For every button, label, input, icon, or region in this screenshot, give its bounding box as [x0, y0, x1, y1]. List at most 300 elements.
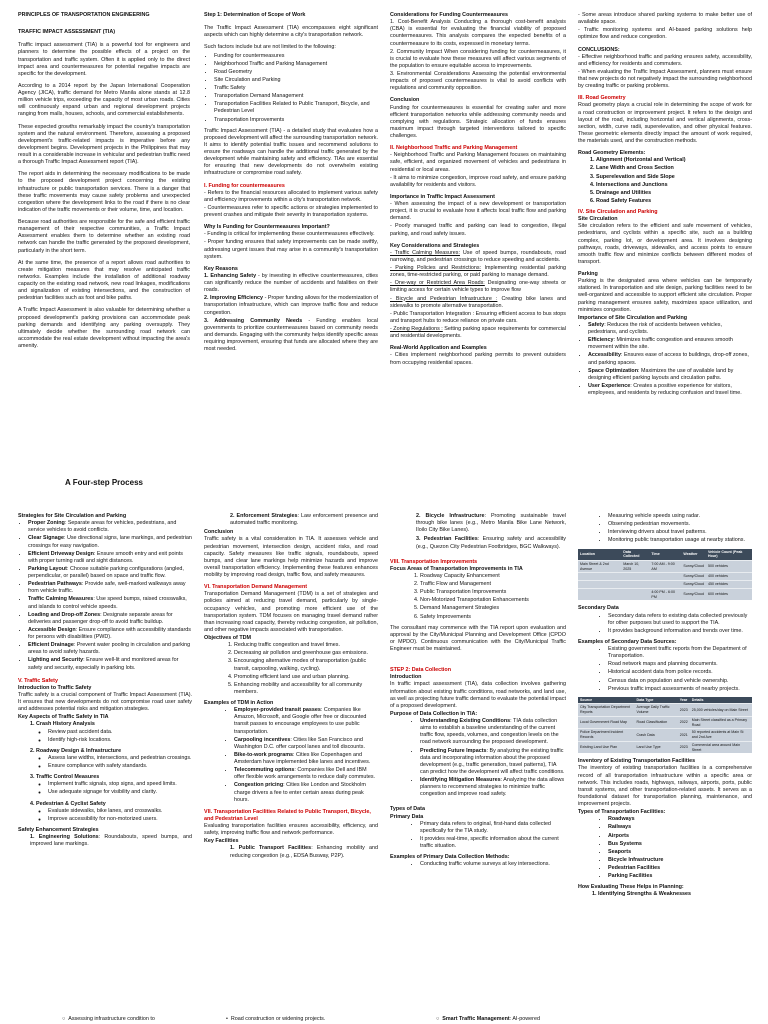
four-step-heading: A Four-step Process [65, 478, 143, 487]
key-term: 1. Enhancing Safety [204, 272, 257, 279]
subheading: Inventory of Existing Transportation Facilities [578, 758, 696, 765]
paragraph: At the same time, the presence of a report allows road authorities to create mitigation measures that may resolve anticipated traffic networks. Examples include the installation of additional roadway capacity on the existing road network, new road linkages, modifications and signalization of existing intersections, and the construction of pedestrian facilities such as foot and bike paths. [18, 259, 190, 302]
paragraph: The inventory of existing transportation facilities is a comprehensive record of all transportation infrastructure within a specific area or network. This includes roads, highways, railways, airports, ports, public transit systems, and other transportation-related assets. It serves as a foundational dataset for transportation planning, maintenance, and improvement projects. [578, 765, 752, 808]
section-heading-traffic-safety: V. Traffic Safety [18, 677, 58, 684]
term: Identifying Mitigation Measures [420, 777, 501, 783]
list-item: • Bus Systems [608, 841, 752, 848]
table-cell: Commercial area around Main Street [690, 741, 752, 753]
step2-heading: STEP 2: Data Collection [390, 667, 452, 674]
table-cell: 500 vehicles [706, 560, 752, 572]
document-title: PRINCIPLES OF TRANSPORTATION ENGINEERING [18, 12, 150, 18]
paragraph: 2. Community Impact When considering funding for countermeasures, it is crucial to evaluate how these measures will affect various segments of the population to ensure equitable access to improvements. [390, 48, 566, 69]
term: 2. Bicycle Infrastructure [416, 513, 485, 519]
table-cell: 600 vehicles [706, 588, 752, 600]
subheading: Introduction [390, 674, 422, 681]
column-header: Weather [681, 549, 706, 561]
list-item: • Road network maps and planning documents. [608, 661, 752, 668]
term: Pedestrian & Cyclist Safety [36, 800, 106, 807]
list-item [28, 596, 192, 610]
table-cell [578, 588, 621, 600]
desc: : Law enforcement presence and automated traffic monitoring. [230, 513, 378, 527]
table-cell [621, 581, 649, 589]
key-term: - One-way or Restricted Area Roads: [390, 280, 485, 287]
paragraph: - Effective neighborhood traffic and parking ensures safety, accessibility, and efficiency for residents and commuters. [578, 53, 752, 67]
subheading: Focus Areas of Transportation Improvements in TIA [390, 565, 523, 572]
sub-item: ◦ Review past accident data. [48, 729, 192, 736]
list-item: • Census data on population and vehicle ownership. [608, 678, 752, 685]
table-cell [621, 573, 649, 581]
term: Bike-to-work programs [234, 751, 294, 758]
list-item: 4. Intersections and Junctions [596, 182, 752, 189]
desc: : Provide safe, well-marked walkways away from vehicle traffic. [28, 581, 186, 595]
list-item [588, 368, 752, 382]
primary-data-table [578, 549, 752, 601]
table-cell: Sunny/Cloud [681, 573, 706, 581]
list-item: • Secondary data refers to existing data collected previously for other purposes but used to support the TIA. [608, 613, 752, 627]
paragraph: - Refers to the financial resources allocated to implement various safety and efficiency improvements within a city's transportation network. [204, 189, 378, 203]
list-item: 1. Reducing traffic congestion and travel times. [234, 642, 378, 649]
desc: : Use directional signs, lane markings, and pedestrian crossings for easy navigation. [28, 535, 192, 549]
subheading: Conclusion [204, 529, 234, 536]
circle-bullet-icon: ○ [62, 1016, 69, 1022]
term: User Experience [588, 382, 631, 389]
list-item [420, 718, 566, 747]
table-header-row [578, 697, 752, 704]
subheading: Why Is Funding for Countermeasures Important? [204, 224, 330, 231]
paragraph: Road geometry plays a crucial role in determining the scope of work for a road construction or improvement project. It refers to the design and layout of the road, including horizontal and vertical alignments, cross-section, width, curve radii, superelevation, and other physical features. These geometric elements directly impact the amount of work required, the materials used, and the construction methods. [578, 102, 752, 144]
desc: : Use speed bumps, raised crosswalks, and islands to control vehicle speeds. [28, 596, 187, 610]
list-item: 2. Traffic Flow and Management [420, 581, 566, 588]
table-cell: March 10, 2025 [621, 560, 649, 572]
sub-item: ◦ Ensure compliance with safety standards. [48, 763, 192, 770]
term: Efficient Driveway Design [28, 550, 94, 557]
list-item: 2. Decreasing air pollution and greenhouse gas emissions. [234, 650, 378, 657]
list-item: • Previous traffic impact assessments of nearby projects. [608, 686, 752, 693]
paragraph: - Poorly managed traffic and parking can lead to congestion, illegal parking, and road safety issues. [390, 223, 566, 237]
list-item [234, 707, 378, 736]
subheading: Key Considerations and Strategies [390, 242, 480, 249]
desc: : Roundabouts, speed bumps, and improved lane markings. [30, 834, 192, 848]
list-item [588, 383, 752, 397]
list-item: • Parking Facilities [608, 873, 752, 880]
list-item [28, 642, 192, 656]
step1-heading: Step 1: Determination of Scope of Work [204, 12, 306, 18]
secondary-sources-list [578, 646, 752, 693]
term: Accessibility [588, 352, 621, 359]
key-text: Creating bike lanes and sidewalks to promote alternative transportation. [390, 295, 566, 309]
paragraph [390, 280, 566, 294]
paragraph [390, 513, 566, 534]
table-cell: 2023 [678, 741, 690, 753]
paragraph: - When evaluating the Traffic Impact Assessment, planners must ensure that new projects do not negatively impact the surrounding neighborhood by creating traffic or parking problems. [578, 68, 752, 90]
section-heading-tdm: VI. Transportation Demand Management [204, 584, 308, 591]
list-item: 2. Lane Width and Cross Section [596, 165, 752, 172]
subheading: Types of Data [390, 806, 425, 813]
list-item [28, 581, 192, 595]
term: Carpooling incentives [234, 736, 291, 743]
fragment-text: : AI-powered [509, 1016, 540, 1022]
term: Employer-provided transit passes [234, 707, 321, 714]
key-text: Designating one-way streets or limiting access for certain vehicle types to improve flow [390, 280, 566, 294]
key-term: 2. Improving Efficiency [204, 295, 264, 302]
term: Space Optimization [588, 367, 639, 374]
list-item [420, 777, 566, 798]
table-cell: Police Department Incident Records [578, 729, 635, 741]
list-item [28, 520, 192, 534]
subheading: Importance in Traffic Impact Assessment [390, 193, 495, 200]
term: Clear Signage [28, 535, 64, 542]
column-8 [578, 513, 752, 1018]
subheading: Strategies for Site Circulation and Parking [18, 513, 127, 519]
term: Efficiency [588, 337, 614, 344]
fragment-text: Road construction or widening projects. [230, 1016, 326, 1022]
bottom-fragment [226, 1016, 376, 1024]
list-item: • Conducting traffic volume surveys at key intersections. [420, 861, 566, 868]
paragraph: - Neighborhood Traffic and Parking Management focuses on maintaining safe, efficient, and organized movement of vehicles and pedestrians in residential or local areas. [390, 152, 566, 173]
term: 3. Pedestrian Facilities [416, 536, 478, 543]
table-cell: Existing Land Use Plan [578, 741, 635, 753]
desc: : Choose suitable parking configurations (angled, perpendicular, or parallel) based on space and traffic flow. [28, 565, 184, 579]
column-header: Details [690, 697, 752, 704]
key-term: 3. Addressing Community Needs [204, 317, 303, 324]
section-heading-funding: I. Funding for countermeasures [204, 182, 285, 189]
desc: : Companies like Amazon, Microsoft, and Google offer free or discounted transit passes to encourage employees to use public transportation. [234, 707, 367, 735]
sub-item: ◦ Implement traffic signals, stop signs, and speed limits. [48, 781, 192, 788]
factors-list [204, 53, 378, 124]
column-6 [204, 513, 378, 1009]
desc: : Designate separate areas for deliveries and passenger drop-off to avoid traffic buildup. [28, 611, 173, 625]
list-item [234, 752, 378, 766]
paragraph [390, 536, 566, 550]
subheading: Considerations for Funding Countermeasures [390, 12, 509, 18]
paragraph: - When assessing the impact of a new development or transportation project, it is crucial to evaluate how it affects local traffic flow and parking demand. [390, 201, 566, 222]
primary-list [390, 821, 566, 851]
paragraph: - Proper funding ensures that safety improvements can be made swiftly, addressing urgent issues that may arise in a community's transportation system. [204, 239, 378, 260]
sub-item: ◦ Assess lane widths, intersections, and pedestrian crossings. [48, 755, 192, 762]
subheading: Examples of TDM in Action [204, 700, 274, 706]
term: Loading and Drop-off Zones [28, 611, 101, 618]
list-item: • Seaports [608, 849, 752, 856]
table-cell: Main Street & 2nd Avenue [578, 560, 621, 572]
section-heading-neighborhood: II. Neighborhood Traffic and Parking Management [390, 145, 518, 152]
desc: : Cities like Copenhagen and Amsterdam have implemented bike lanes and incentives. [234, 751, 371, 765]
table-row [578, 573, 752, 581]
key-text: Implementing residential parking zones, time-restricted parking, or paid parking to manage demand. [390, 265, 566, 279]
purpose-list [390, 718, 566, 798]
list-item [234, 737, 378, 751]
term: Congestion pricing [234, 782, 284, 789]
list-item [36, 721, 192, 743]
term: Parking Layout [28, 565, 67, 572]
table-cell [578, 581, 621, 589]
subheading: Site Circulation [578, 216, 618, 223]
paragraph: These expected growths remarkably impact the country's transportation system and the natural environment. Therefore, assessing a proposed development's traffic-related impacts is imperative before any development begins. Development projects in the Philippines that may result in a considerable increase in vehicular and pedestrian traffic need a thorough Traffic Impact Assessment report (TIA). [18, 123, 190, 166]
strategies-list [18, 520, 192, 672]
table-row [578, 729, 752, 741]
paragraph: According to a 2014 report by the Japan International Cooperation Agency (JICA), traffic demand for Metro Manila alone stands at 12.8 million vehicle trips, exceeding the capacity of most urban roads. Cities will continuously expand urban and regional development projects ranging from malls, houses, schools, and commercial establishments. [18, 82, 190, 118]
column-3 [390, 12, 566, 502]
list-item: 5. Drainage and Utilities [596, 190, 752, 197]
section-heading-site-circulation: IV. Site Circulation and Parking [578, 209, 658, 215]
paragraph: - Public Transportation Integration : Ensuring efficient access to bus stops and transport hubs to reduce reliance on private cars. [390, 310, 566, 324]
paragraph [390, 250, 566, 264]
list-item: 5. Enhancing mobility and accessibility for all community members. [234, 682, 378, 696]
column-header: Data Collected [621, 549, 649, 561]
paragraph [390, 296, 566, 310]
paragraph: Such factors include but are not limited to the following: [204, 44, 336, 51]
sub-list [36, 755, 192, 770]
subheading: Safety Enhancement Strategies [18, 826, 99, 833]
list-item: • Roadways [608, 816, 752, 823]
section-heading-road-geometry: III. Road Geometry [578, 95, 626, 102]
bullet-icon: • [226, 1016, 231, 1022]
list-item: • Transportation Facilities Related to Public Transport, Bicycle, and Pedestrian Level [214, 101, 378, 115]
list-item [588, 352, 752, 366]
paragraph: - Funding is critical for implementing these countermeasures effectively. [204, 231, 375, 238]
table-cell: 450 vehicles [706, 581, 752, 589]
paragraph: Evaluating transportation facilities ensures accessibility, efficiency, and safety, improving traffic flow and network performance. [204, 823, 378, 837]
desc: : Cities like San Francisco and Washington D.C. offer carpool lanes and toll discounts. [234, 736, 365, 750]
importance-list [578, 322, 752, 397]
list-item [28, 627, 192, 641]
list-item: 3. Superelevation and Side Slope [596, 174, 752, 181]
table-cell: Sunny/Cloud [681, 588, 706, 600]
subheading: Purpose of Data Collection in TIA: [390, 710, 478, 717]
paragraph: The Traffic Impact Assessment (TIA) encompasses eight significant aspects which can highly determine a city's transportation network. [204, 25, 378, 39]
list-item: • Railways [608, 824, 752, 831]
column-7 [390, 513, 566, 1009]
column-header: Data Type [635, 697, 678, 704]
sub-item: ◦ Improve accessibility for non-motorized users. [48, 816, 192, 823]
term: Traffic Calming Measures [28, 596, 94, 603]
fragment-text: Assessing infrastructure condition to [68, 1016, 155, 1022]
subheading: Primary Data [390, 813, 424, 820]
list-item: • Road Geometry [214, 69, 378, 76]
key-text: - by investing in effective countermeasures, cities can significantly reduce the number of accidents and fatalities on their roads. [204, 272, 378, 294]
table-cell [649, 573, 681, 581]
primary-methods-list [390, 861, 566, 868]
column-header: Location [578, 549, 621, 561]
bottom-fragment [436, 1016, 566, 1024]
key-aspects-list [18, 721, 192, 823]
table-row [578, 704, 752, 716]
table-cell: Main Street classified as a Primary Road [690, 716, 752, 728]
subheading: Objectives of TDM [204, 635, 252, 641]
list-item: • Transportation Demand Management [214, 93, 378, 100]
subheading: Examples of Secondary Data Sources: [578, 638, 677, 645]
term: Pedestrian Pathways [28, 581, 82, 588]
bottom-fragment [62, 1016, 192, 1024]
column-header: Vehicle Count (Peak Hour) [706, 549, 752, 561]
sub-list [36, 729, 192, 744]
list-item: 6. Safety Improvements [420, 614, 566, 621]
paragraph: - Some areas introduce shared parking systems to make better use of available space. [578, 12, 752, 26]
term: Proper Zoning [28, 520, 65, 527]
subheading: Key Aspects of Traffic Safety in TIA [18, 714, 109, 721]
key-text: - Proper funding allows for the modernization of transportation infrastructure, which can improve traffic flow and reduce congestion. [204, 295, 378, 316]
list-item: • Funding for countermeasures [214, 53, 378, 60]
list-item: • It provides real-time, specific information about the current traffic situation. [420, 836, 566, 850]
desc: : Separate areas for vehicles, pedestrians, and service vehicles to avoid conflicts. [28, 520, 177, 534]
paragraph: Traffic safety is a crucial component of Traffic Impact Assessment (TIA). It ensures that new developments do not compromise road user safety and addresses potential risks and mitigation strategies. [18, 691, 192, 713]
list-item: 1. Roadway Capacity Enhancement [420, 573, 566, 580]
term: Crash History Analysis [36, 721, 95, 728]
list-item [588, 322, 752, 336]
key-text: Use of speed bumps, roundabouts, road narrowing, and pedestrian crossings to reduce speeding and accidents. [390, 249, 566, 263]
paragraph: Funding for countermeasures is essential for creating safer and more efficient transportation networks while addressing community needs and complying with regulations. Strategic allocation of funds ensures maximum impact through targeted interventions tailored to specific challenges. [390, 104, 566, 139]
desc: : Promoting sustainable travel through bike lanes (e.g., Metro Manila Bike Lane Network, Iloilo City Bike Lanes). [416, 513, 566, 534]
paragraph [390, 265, 566, 279]
desc: : Ensure compliance with accessibility standards for persons with disabilities (PWD). [28, 626, 191, 640]
column-header: Time [649, 549, 681, 561]
term: Understanding Existing Conditions [420, 718, 511, 724]
subheading: Parking [578, 271, 598, 277]
list-item [234, 767, 378, 781]
term: 2. Enforcement Strategies [230, 513, 298, 519]
list-item [234, 782, 378, 803]
paragraph [204, 845, 378, 859]
term: Safety [588, 321, 605, 328]
term: Predicting Future Impacts [420, 747, 487, 754]
term: Roadway Design & Infrastructure [36, 747, 122, 754]
list-item: 6. Road Safety Features [596, 198, 752, 205]
paragraph: - Countermeasures refer to specific actions or strategies implemented to prevent crashes and mitigate their severity in transportation systems. [204, 204, 378, 218]
section-heading-transport-improvements: VIII. Transportation Improvements [390, 558, 478, 565]
elements-list [578, 157, 752, 205]
list-item [420, 748, 566, 777]
paragraph: - It aims to minimize congestion, improve road safety, and ensure parking availability for residents and visitors. [390, 174, 566, 188]
desc: : Analyzing the data allows planners to recommend strategies to minimize traffic congestion and improve road safety. [420, 777, 565, 798]
subheading: Real-World Application and Examples [390, 345, 487, 352]
list-item [28, 535, 192, 549]
circle-bullet-icon: ○ [436, 1016, 443, 1022]
desc: : Ensure smooth entry and exit points with proper turning radii and sight distances. [28, 550, 183, 564]
paragraph: Because road authorities are responsible for the safe and efficient traffic management of their respective communities, a Traffic Impact Assessment enables them to determine whether an existing road network can handle the traffic generated by the proposed development, particularly in the short term. [18, 219, 190, 254]
desc: : Ensures ease of access to buildings, drop-off zones, and parking spaces. [588, 352, 749, 366]
list-item: • Site Circulation and Parking [214, 77, 378, 84]
list-item [36, 748, 192, 770]
term: Smart Traffic Management [442, 1016, 510, 1022]
list-item: 5. Demand Management Strategies [420, 605, 566, 612]
subheading: CONCLUSIONS: [578, 46, 620, 53]
table-cell: 4:00 PM - 6:00 PM [649, 588, 681, 600]
table-row [578, 560, 752, 572]
list-item: • Pedestrian Facilities [608, 865, 752, 872]
list-item: • Primary data refers to original, first-hand data collected specifically for the TIA study. [420, 821, 566, 835]
list-item: 3. Encouraging alternative modes of transportation (public transit, carpooling, walking, cycling). [234, 658, 378, 672]
desc: : By analyzing the existing traffic data and incorporating information about the proposed development (e.g., traffic generation, travel patterns), TIA can predict how the development will affect traffic conditions. [420, 747, 565, 775]
table-cell: 400 vehicles [706, 573, 752, 581]
list-item: • Measuring vehicle speeds using radar. [608, 513, 752, 520]
subheading: Key Reasons [204, 265, 238, 272]
sub-item: ◦ Identify high-risk locations. [48, 737, 192, 744]
column-2 [204, 12, 378, 502]
subheading: Examples of Primary Data Collection Methods: [390, 854, 510, 861]
list-item: • Neighborhood Traffic and Parking Management [214, 61, 378, 68]
subheading: Types of Transportation Facilities: [578, 809, 666, 816]
sub-item: ◦ Evaluate sidewalks, bike lanes, and crosswalks. [48, 808, 192, 815]
table-cell: 2021 [678, 729, 690, 741]
list-item: 4. Promoting efficient land use and urban planning. [234, 674, 378, 681]
list-item: • Interviewing drivers about travel patterns. [608, 529, 752, 536]
facility-types-list [578, 816, 752, 880]
table-row [578, 588, 752, 600]
desc: : Enhancing mobility and reducing congestion (e.g., EDSA Busway, P2P). [230, 845, 378, 859]
table-row [578, 716, 752, 728]
list-item: • Historical accident data from police records. [608, 669, 752, 676]
list-item [588, 337, 752, 351]
desc: : Prevent water pooling in circulation and parking areas to avoid safety hazards. [28, 642, 191, 656]
term: 1. Public Transport Facilities [230, 845, 312, 852]
subheading: Road Geometry Elements: [578, 150, 646, 157]
focus-areas-list [390, 573, 566, 621]
document-subtitle: TRAFFIC IMPACT ASSESSMENT (TIA) [18, 29, 116, 36]
table-cell [578, 573, 621, 581]
measurement-list [578, 513, 752, 545]
key-term: - Zoning Regulations : [390, 326, 443, 332]
list-item: 1. Identifying Strengths & Weaknesses [592, 891, 692, 898]
section-heading-transport-facilities: VII. Transportation Facilities Related to Public Transport, Bicycle, and Pedestrian Level [204, 808, 371, 822]
paragraph: The report aids in determining the necessary modifications to be made to the proposed development project concerning the existing infrastructure or public transportation services. There is a danger that these traffic movements may cause safety problems and unexpected congestion where the development links to the road if there is no clear indication of the traffic movements or their volume, time, and location. [18, 171, 190, 213]
column-header: Year [678, 697, 690, 704]
term: 1. Engineering Solutions [30, 834, 99, 840]
desc: : Ensuring safety and accessibility (e.g., Quezon City Pedestrian Footbridges, BGC Walkways). [416, 536, 566, 550]
paragraph [204, 295, 378, 316]
column-4 [578, 12, 752, 502]
list-item: 1. Alignment (Horizontal and Vertical) [596, 157, 752, 164]
subheading: How Evaluating These Helps in Planning: [578, 884, 684, 891]
list-item [28, 566, 192, 580]
paragraph: Parking is the designated area where vehicles can be temporarily stationed. In transportation and site design, parking facilities need to be well-organized and accessible to support efficient site circulation. Proper parking management ensures safety, maximizes space utilization, and minimizes congestion. [578, 278, 752, 313]
paragraph: Site circulation refers to the efficient and safe movement of vehicles, pedestrians, and cyclists within a specific site, such as a building complex, parking lot, or development area. It involves designing pathways, roads, driveways, sidewalks, and access points to ensure smooth traffic flow and minimize conflicts between different modes of transport. [578, 223, 752, 265]
paragraph: 1. Cost-Benefit Analysis Conducting a thorough cost-benefit analysis (CBA) is essential for evaluating the financial viability of proposed countermeasures. This analysis compares the expected benefits of a countermeasure to its costs, expressed in monetary terms. [390, 19, 566, 47]
paragraph [204, 513, 378, 527]
table-cell: Sunny/Cloud [681, 581, 706, 589]
paragraph: 3. Environmental Considerations Assessing the potential environmental impacts of proposed countermeasures is vital to avoid conflicts with regulations and community opposition. [390, 71, 566, 92]
subheading: Secondary Data [578, 605, 619, 612]
table-cell: 2022 [678, 716, 690, 728]
table-cell: 2023 [678, 704, 690, 716]
sub-item: ◦ Use adequate signage for visibility and clarity. [48, 789, 192, 796]
list-item: • Traffic Safety [214, 85, 378, 92]
table-row [578, 741, 752, 753]
table-cell: Average Daily Traffic Volume [635, 704, 678, 716]
table-header-row [578, 549, 752, 561]
desc: : TIA data collection aims to establish a baseline understanding of the current traffic flow, speeds, volumes, and congestion levels on the road network surrounding the proposed development. [420, 718, 559, 746]
sub-list [36, 808, 192, 823]
key-text: - Funding enables local governments to prioritize countermeasures based on community needs and demands. Engaging with the community helps identify specific areas requiring improvement, ensuring that funds are allocated where they are most needed. [204, 317, 378, 353]
desc: : Creates a positive experience for visitors, employees, and residents by reducing confusion and travel time. [588, 382, 742, 396]
table-cell [621, 588, 649, 600]
list-item [28, 612, 192, 626]
key-term: - Bicycle and Pedestrian Infrastructure : [390, 295, 498, 302]
paragraph: - Traffic monitoring systems and AI-based parking solutions help optimize flow and reduce congestion. [578, 27, 752, 41]
paragraph: Traffic safety is a vital consideration in TIA. It assesses vehicle and pedestrian movement, intersection design, accident risks, and road capacity. Safety measures like traffic signals, roundabouts, speed bumps, and clear lane markings help minimize hazards and improve overall transportation efficiency. Implementing these features enhances mobility by improving road design, traffic flow, and safety measures. [204, 536, 378, 578]
table-cell: 25,000 vehicles/day on Main Street [690, 704, 752, 716]
paragraph: Traffic impact assessment (TIA) is a powerful tool for engineers and planners to determine the possible effects of a project on the transportation and traffic system. Often it is applied only to the direct impact area and countermeasures for potential negative impacts are specific for the development. [18, 42, 190, 77]
table-cell: Sunny/Cloud [681, 560, 706, 572]
list-item: • Bicycle Infrastructure [608, 857, 752, 864]
paragraph: In traffic impact assessment (TIA), data collection involves gathering information about existing traffic conditions, road networks, and land use, as well as projecting future traffic demand to evaluate the potential impact of a proposed development. [390, 681, 566, 709]
subheading: Importance of Site Circulation and Parking [578, 314, 688, 321]
list-item: • Airports [608, 833, 752, 840]
subheading: Introduction to Traffic Safety [18, 684, 92, 691]
paragraph [204, 273, 378, 294]
table-cell: Road Classification [635, 716, 678, 728]
table-cell: 50 reported accidents at Main St and 2nd Ave [690, 729, 752, 741]
list-item: • Observing pedestrian movements. [608, 521, 752, 528]
paragraph: The consultant may commence with the TIA report upon evaluation and approval by the City/Municipal Planning and Development Office (CPDO or MPDO). Continuous communication with the City/Municipal Traffic Engineer must be maintained. [390, 624, 566, 652]
